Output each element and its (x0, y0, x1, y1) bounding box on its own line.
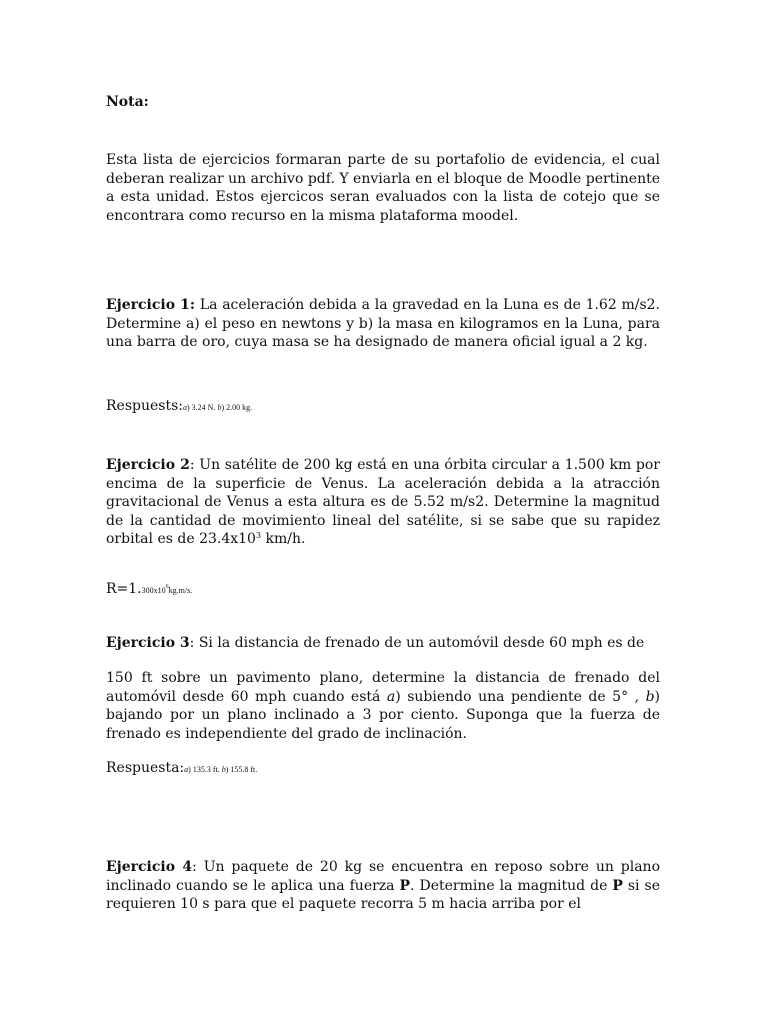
exercise-3-label: Ejercicio 3 (106, 635, 190, 651)
exercise-4-text-end: si se requieren 10 s para que el paquete recorra 5 m hacia arriba por el (106, 877, 660, 912)
exercise-1-answer-a: ) 3.24 N. (187, 403, 218, 412)
exercise-3-answer-a: ) 135.3 ft. (188, 765, 222, 774)
exercise-2-answer-value: 300x10 (141, 586, 166, 595)
exercise-3-text-b: ) bajando por un plano inclinado a 3 por ciento. Suponga que la fuerza de frenado es independiente del grado de inclinación. (106, 688, 660, 742)
exercise-4-text-mid: . Determine la magnitud de (410, 877, 613, 894)
exercise-3-paragraph-continued (106, 669, 660, 743)
exercise-3-text: 150 ft sobre un pavimento plano, determine la distancia de frenado del automóvil desde 60 mph cuando está (106, 670, 660, 705)
exercise-3-first-line: : Si la distancia de frenado de un automóvil desde 60 mph es de (189, 635, 645, 651)
exercise-2-paragraph (106, 456, 660, 549)
exercise-1-answer-b: ) 2.00 kg. (221, 403, 253, 412)
exercise-3-answer-label: Respuesta: (106, 760, 185, 776)
exercise-3-answer-b: ) 155.8 ft. (225, 765, 258, 774)
exercise-2-answer-label: R=1. (106, 581, 142, 597)
exercise-4-text: : Un paquete de 20 kg se encuentra en reposo sobre un plano inclinado cuando se le aplica una fuerza (106, 859, 660, 894)
exercise-2-answer-unit: kg.m/s. (168, 586, 193, 595)
exercise-1-text: La aceleración debida a la gravedad en la Luna es de 1.62 m/s2. Determine a) el peso en newtons y b) la masa en kilogramos en la Luna, para una barra de oro, cuya masa se ha designado de manera oficial igual a 2 kg. (106, 297, 660, 350)
exercise-1-label: Ejercicio 1: (106, 297, 196, 313)
exercise-1-answer-b-letter: b (217, 403, 222, 412)
exercise-4-paragraph (106, 858, 660, 914)
exercise-3-answer (106, 759, 660, 780)
exercise-1-answer (106, 397, 660, 418)
exercise-3-text-a: ) subiendo una pendiente de 5° , (395, 688, 646, 705)
exercise-2-answer (106, 580, 660, 601)
exercise-4-label: Ejercicio 4 (106, 859, 193, 875)
exercise-3-answer-b-letter: b (221, 765, 226, 774)
exercise-2-text-end: km/h. (261, 531, 306, 547)
exercise-1-paragraph (106, 296, 660, 352)
exercise-2-label: Ejercicio 2 (106, 457, 190, 473)
exercise-3-answer-a-letter: a (184, 765, 189, 774)
exercise-3-letter-b: b (645, 688, 655, 705)
exercise-1-answer-label: Respuests: (106, 398, 183, 414)
note-paragraph: Esta lista de ejercicios formaran parte de su portafolio de evidencia, el cual deberan realizar un archivo pdf. Y enviarla en el bloque de Moodle pertinente a esta unidad. Estos ejercicos seran evaluados con la lista de cotejo que se encontrara como recurso en la misma plataforma moodel. (106, 152, 660, 224)
exercise-3-paragraph (106, 634, 660, 653)
exercise-4-force-1: P (399, 877, 411, 894)
exercise-2-text: : Un satélite de 200 kg está en una órbita circular a 1.500 km por encima de la superficie de Venus. La aceleración debida a la atracción gravitacional de Venus a esta altura es de 5.52 m/s2. Determine la magnitud de la cantidad de movimiento lineal del satélite, si se sabe que su rapidez orbital es de 23.4x10 (106, 457, 660, 547)
exercise-1-answer-a-letter: a (183, 403, 187, 412)
exercise-3-letter-a: a (386, 688, 396, 705)
exercise-2-answer-exponent: 6 (165, 584, 169, 590)
note-heading: Nota: (106, 94, 149, 110)
exercise-4-force-2: P (612, 877, 623, 894)
exercise-2-exponent: 3 (255, 531, 262, 540)
